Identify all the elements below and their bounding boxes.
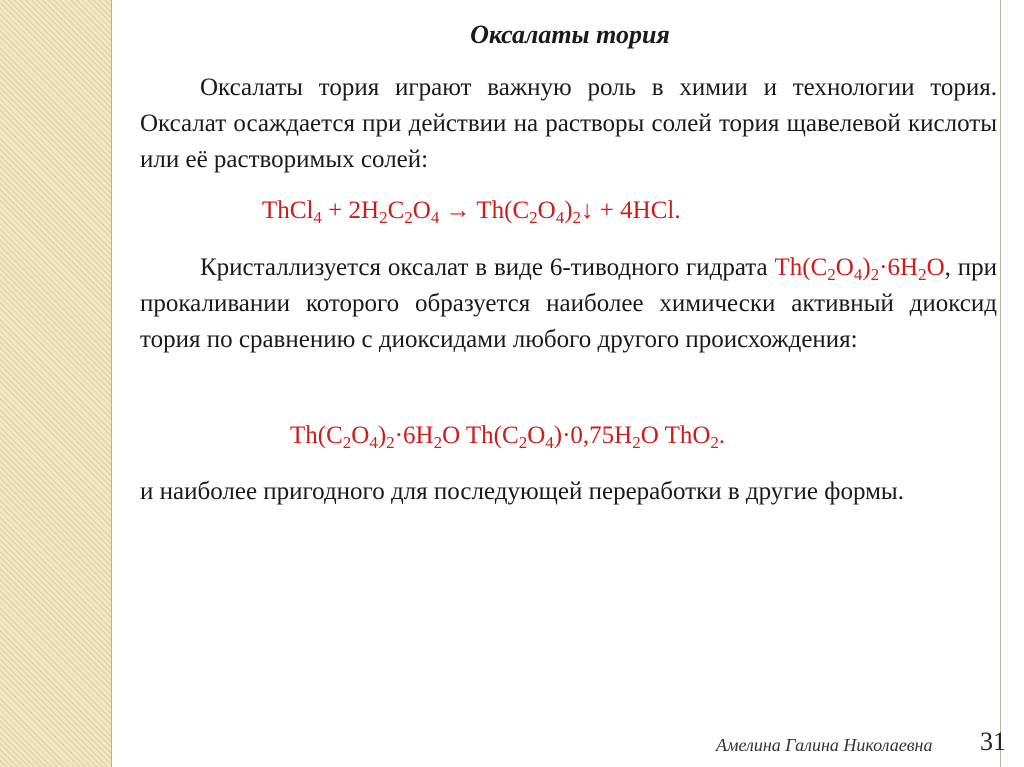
hydrate-formula: $Th(C_2O_4)_2\cdot 6H_2O$: [774, 254, 945, 284]
reaction-arrow: →: [439, 197, 477, 224]
slide-title: Оксалаты тория: [470, 20, 670, 49]
decorative-side-stripe: [0, 0, 111, 767]
left-border-line: [111, 0, 112, 767]
paragraph-conclusion: и наиболее пригодного для последующей переработки в другие формы.: [140, 478, 904, 505]
right-border-line: [1000, 0, 1001, 767]
equation-calcination: $Th(C_2O_4)_2\cdot 6H_2O$ $Th(C_2O_4)\cdot 0,75H_2O$ ThO$_2$.: [290, 422, 726, 452]
equation-precipitation: ThCl$_4$ + $2H_2C_2O_4$ → $Th(C_2O_4)_2↓ + 4HCl$.: [262, 197, 681, 227]
paragraph-crystallization: Кристаллизуется оксалат в виде 6-тиводного гидрата $Th(C_2O_4)_2\cdot 6H_2O$, при прокаливании которого образуется наиболее химически активный диоксид тория по сравнению с диоксидами любого другого происхождения:: [140, 254, 998, 353]
page-number: 31: [980, 727, 1006, 756]
paragraph-intro: Оксалаты тория играют важную роль в химии и технологии тория. Оксалат осаждается при действии на растворы солей тория щавелевой кислоты или её растворимых солей:: [140, 74, 997, 173]
footer-author: Амелина Галина Николаевна: [716, 735, 933, 755]
